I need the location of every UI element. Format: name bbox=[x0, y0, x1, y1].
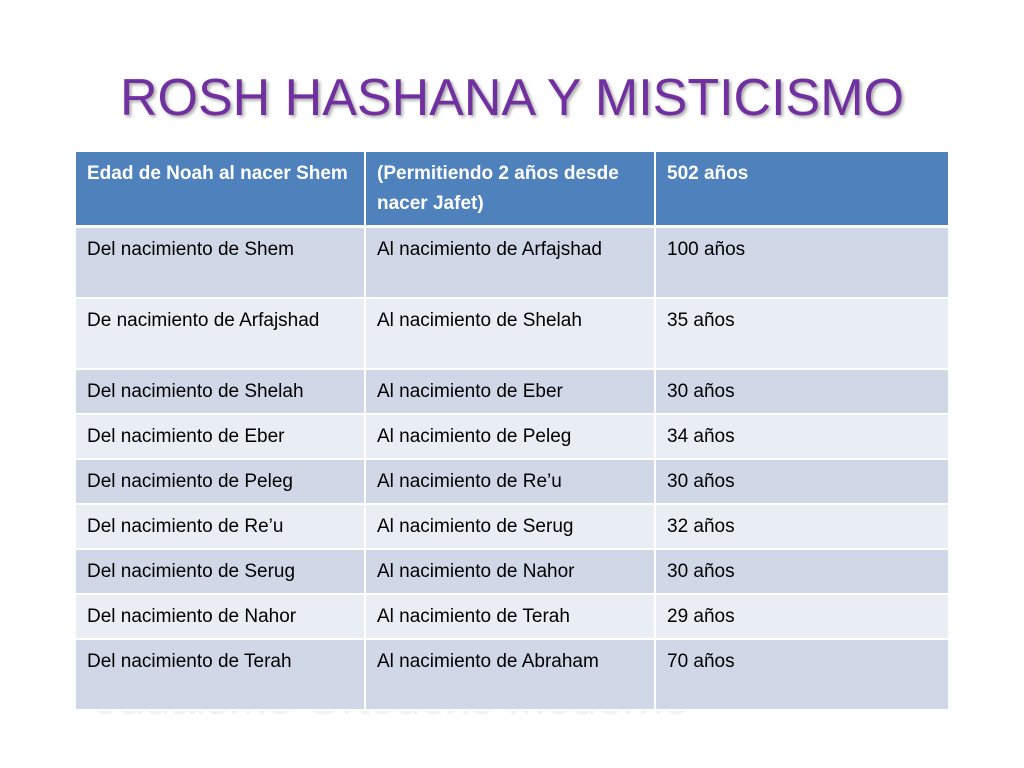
table-cell: Del nacimiento de Nahor bbox=[76, 595, 366, 640]
table-cell: 35 años bbox=[656, 299, 948, 370]
header-cell-col1: Edad de Noah al nacer Shem bbox=[76, 152, 366, 228]
table-row bbox=[76, 228, 948, 299]
header-cell-col3: 502 años bbox=[656, 152, 948, 228]
table-cell: Del nacimiento de Eber bbox=[76, 415, 366, 460]
table-row bbox=[76, 299, 948, 370]
table-row bbox=[76, 370, 948, 415]
table-cell: Al nacimiento de Peleg bbox=[366, 415, 656, 460]
data-table bbox=[76, 152, 948, 711]
table-cell: Al nacimiento de Terah bbox=[366, 595, 656, 640]
table-row bbox=[76, 550, 948, 595]
table-cell: 30 años bbox=[656, 550, 948, 595]
table-cell: Al nacimiento de Eber bbox=[366, 370, 656, 415]
table-cell: Del nacimiento de Serug bbox=[76, 550, 366, 595]
table-cell: 34 años bbox=[656, 415, 948, 460]
table-cell: Al nacimiento de Nahor bbox=[366, 550, 656, 595]
table-cell: 30 años bbox=[656, 460, 948, 505]
header-cell-col2: (Permitiendo 2 años desde nacer Jafet) bbox=[366, 152, 656, 228]
table-cell: Al nacimiento de Serug bbox=[366, 505, 656, 550]
table-cell: 29 años bbox=[656, 595, 948, 640]
table-row bbox=[76, 595, 948, 640]
slide-title: ROSH HASHANA Y MISTICISMO bbox=[119, 69, 904, 127]
table-row bbox=[76, 415, 948, 460]
table-cell: 30 años bbox=[656, 370, 948, 415]
table-cell: Del nacimiento de Peleg bbox=[76, 460, 366, 505]
table-cell: Al nacimiento de Abraham bbox=[366, 640, 656, 711]
table-cell: 100 años bbox=[656, 228, 948, 299]
table-row bbox=[76, 505, 948, 550]
table-cell: Del nacimiento de Shem bbox=[76, 228, 366, 299]
table-cell: 32 años bbox=[656, 505, 948, 550]
table-container bbox=[76, 152, 948, 711]
table-cell: Al nacimiento de Shelah bbox=[366, 299, 656, 370]
table-row bbox=[76, 460, 948, 505]
table-cell: De nacimiento de Arfajshad bbox=[76, 299, 366, 370]
table-cell: Al nacimiento de Arfajshad bbox=[366, 228, 656, 299]
table-cell: Del nacimiento de Re’u bbox=[76, 505, 366, 550]
table-cell: 70 años bbox=[656, 640, 948, 711]
table-cell: Del nacimiento de Shelah bbox=[76, 370, 366, 415]
table-row bbox=[76, 640, 948, 711]
table-header-row bbox=[76, 152, 948, 228]
table-cell: Del nacimiento de Terah bbox=[76, 640, 366, 711]
table-cell: Al nacimiento de Re’u bbox=[366, 460, 656, 505]
